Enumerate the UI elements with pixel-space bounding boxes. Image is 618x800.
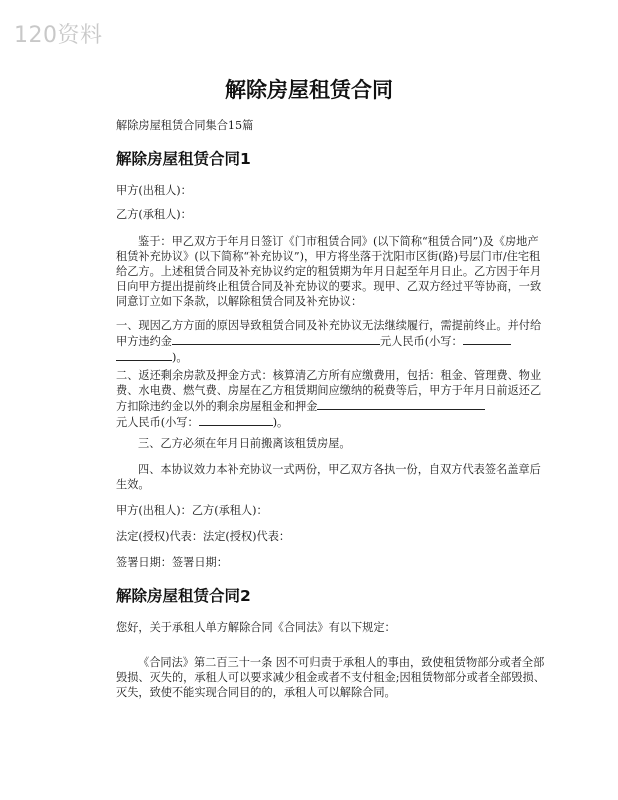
- greeting-paragraph: 您好，关于承租人单方解除合同《合同法》有以下规定：: [116, 621, 396, 634]
- clause-3: 三、乙方必须在年月日前搬离该租赁房屋。: [138, 437, 351, 450]
- signature-parties: 甲方(出租人)：乙方(承租人)：: [116, 504, 268, 517]
- signature-representatives: 法定(授权)代表：法定(授权)代表：: [116, 530, 291, 543]
- clause-2-text: 二、返还剩余房款及押金方式：核算清乙方所有应缴费用，包括：租金、管理费、物业费、水电费、燃气费、房屋在乙方租赁期间应缴纳的税费等后，甲方于年月日前返还乙方扣除违约金以外的剩余房屋租金和押金: [116, 369, 542, 413]
- document-subtitle: 解除房屋租赁合同集合15篇: [116, 119, 254, 132]
- clause-1-close: )。: [172, 351, 188, 364]
- penalty-amount-blank: [172, 333, 380, 345]
- clause-2-close: )。: [272, 416, 289, 429]
- section-heading-2: 解除房屋租赁合同2: [116, 587, 251, 605]
- preamble-paragraph: 鉴于：甲乙双方于年月日签订《门市租赁合同》(以下简称“租赁合同”)及《房地产租赁补充协议》(以下简称“补充协议”)，甲方将坐落于沈阳市区街(路)号层门市/住宅租给乙方。上述租赁合同及补充协议约定的租赁期为年月日起至年月日止。乙方因于年月日向甲方提出提前终止租赁合同及补充协议的要求。现甲、乙双方经过平等协商，一致同意订立如下条款，以解除租赁合同及补充协议：: [116, 235, 542, 308]
- clause-2-currency: 元人民币(小写：: [116, 416, 199, 429]
- article-231-paragraph: 《合同法》第二百三十一条 因不可归责于承租人的事由，致使租赁物部分或者全部毁损、灭失的，承租人可以要求减少租金或者不支付租金;因租赁物部分或者全部毁损、灭失，致使不能实现合同目的的，承租人可以解除合同。: [116, 656, 545, 699]
- clause-1: [116, 318, 548, 365]
- document-title: 解除房屋租赁合同: [225, 78, 393, 102]
- party-a-label: 甲方(出租人)：: [116, 184, 192, 197]
- clause-1-text: 一、现因乙方方面的原因导致租赁合同及补充协议无法继续履行，需提前终止。并付给甲方违约金: [116, 319, 542, 348]
- penalty-amount-figures-blank-2: [116, 349, 172, 361]
- signature-dates: 签署日期：签署日期：: [116, 556, 228, 569]
- clause-2: [116, 368, 548, 430]
- section-heading-1: 解除房屋租赁合同1: [116, 150, 251, 168]
- refund-amount-blank: [317, 398, 485, 410]
- clause-4: 四、本协议效力本补充协议一式两份，甲乙双方各执一份，自双方代表签名盖章后生效。: [116, 463, 541, 491]
- clause-1-currency: 元人民币(小写：: [379, 335, 463, 348]
- watermark: 120资料: [14, 23, 103, 48]
- penalty-amount-figures-blank: [463, 333, 511, 345]
- refund-amount-figures-blank: [199, 414, 273, 426]
- party-b-label: 乙方(承租人)：: [116, 208, 192, 221]
